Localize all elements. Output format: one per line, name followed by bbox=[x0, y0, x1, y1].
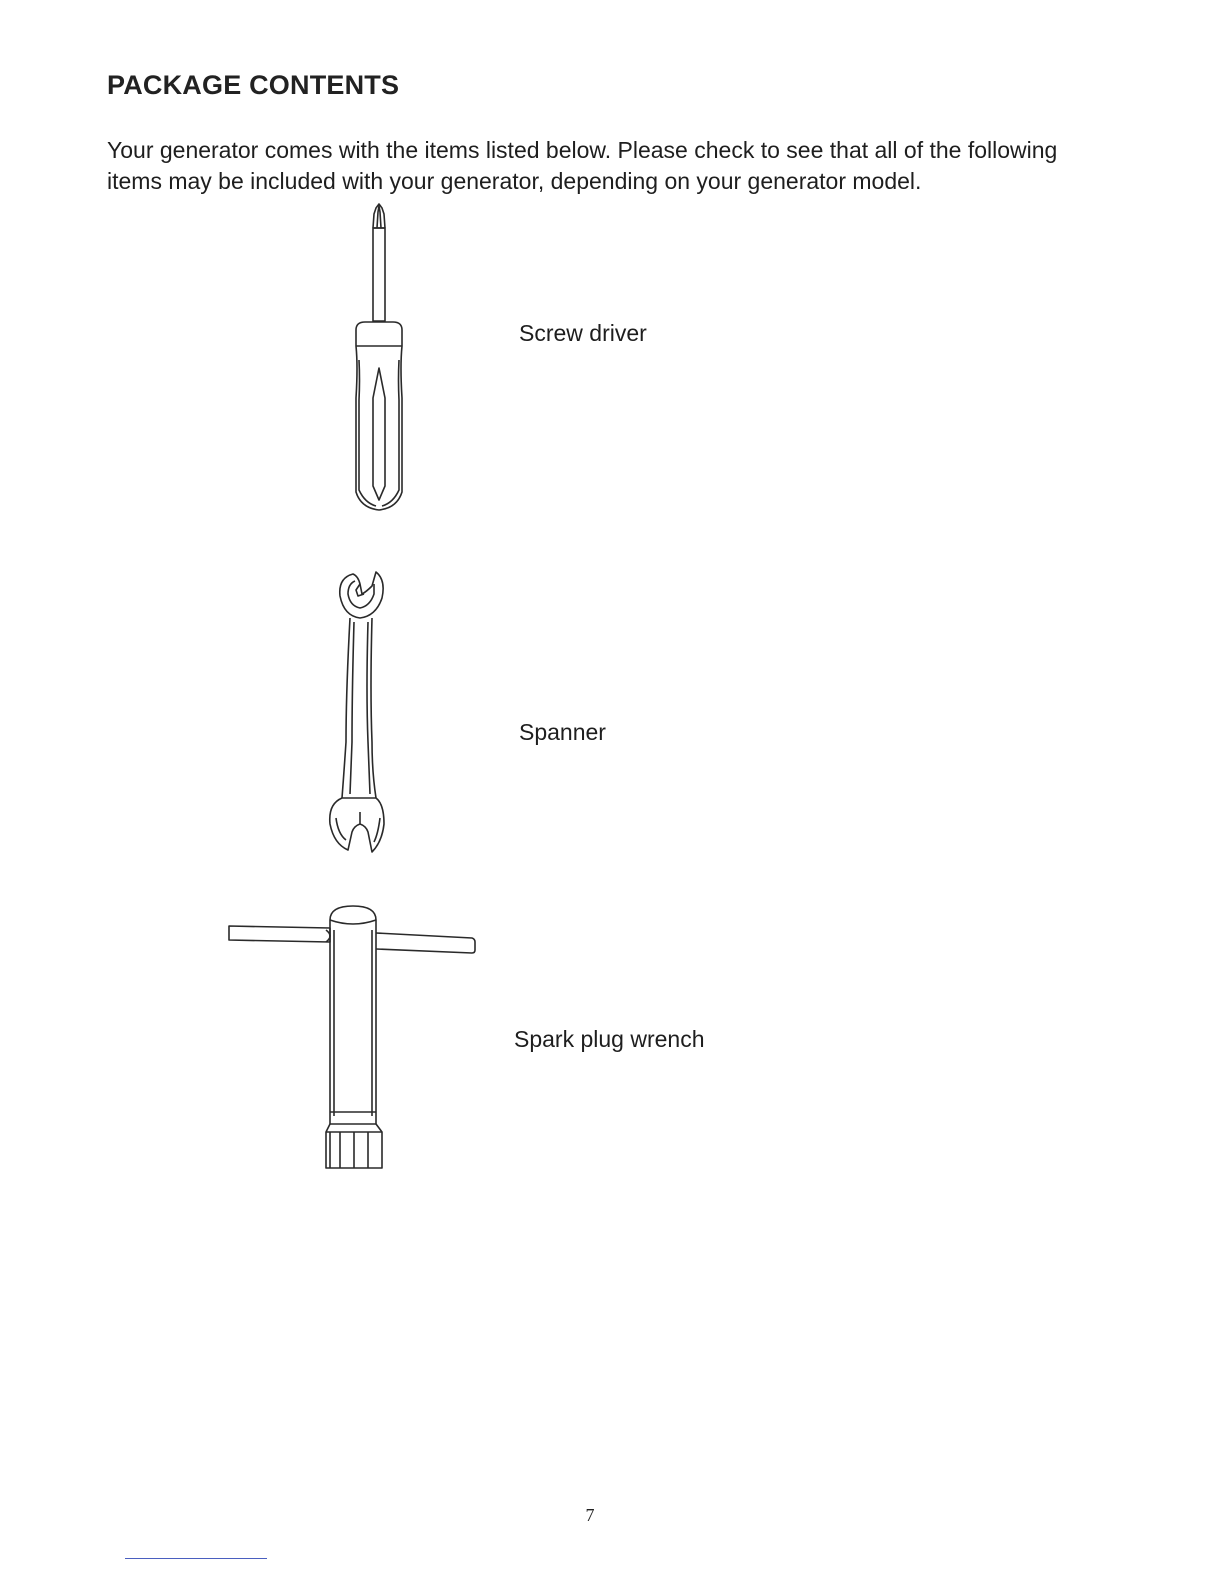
screwdriver-icon bbox=[345, 200, 415, 515]
page-title: PACKAGE CONTENTS bbox=[107, 70, 400, 100]
spark-plug-wrench-icon bbox=[222, 900, 482, 1175]
spark-plug-wrench-label: Spark plug wrench bbox=[514, 1026, 705, 1052]
page-number: 7 bbox=[585, 1505, 595, 1525]
spanner-icon bbox=[320, 562, 400, 857]
screw-driver-label: Screw driver bbox=[519, 320, 647, 346]
spanner-label: Spanner bbox=[519, 719, 606, 745]
footer-rule bbox=[125, 1558, 267, 1559]
intro-paragraph: Your generator comes with the items listed below. Please check to see that all of the following items may be included with your generator, depending on your generator model. bbox=[107, 137, 1058, 194]
